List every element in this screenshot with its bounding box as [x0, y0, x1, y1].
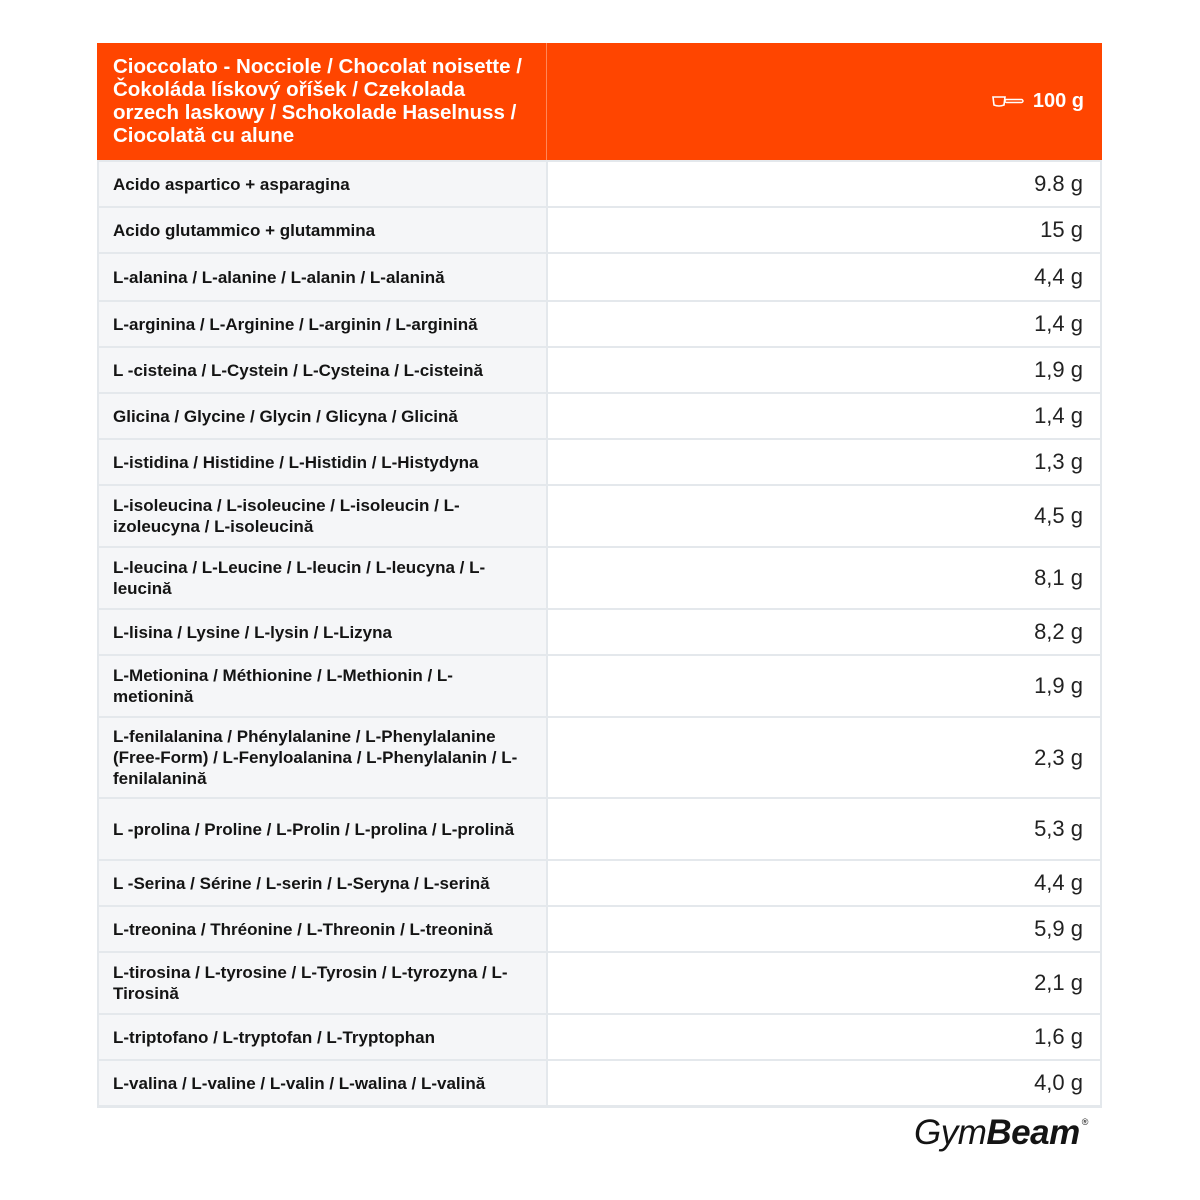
nutrient-name: L -cisteina / L-Cystein / L-Cysteina / L-cisteină: [99, 348, 548, 392]
logo-beam-text: Beam: [986, 1113, 1080, 1152]
nutrient-name: Acido aspartico + asparagina: [99, 162, 548, 206]
nutrient-value: 1,6 g: [548, 1015, 1100, 1059]
table-row: [97, 546, 1102, 608]
nutrient-name: L-istidina / Histidine / L-Histidin / L-Histydyna: [99, 440, 548, 484]
nutrient-value: 8,1 g: [548, 548, 1100, 608]
nutrient-value: 2,1 g: [548, 953, 1100, 1013]
nutrient-value: 4,0 g: [548, 1061, 1100, 1105]
table-row: [97, 484, 1102, 546]
nutrient-value: 1,9 g: [548, 348, 1100, 392]
nutrient-name: Acido glutammico + glutammina: [99, 208, 548, 252]
table-row: [97, 716, 1102, 797]
nutrient-name: L-fenilalanina / Phénylalanine / L-Phenylalanine (Free-Form) / L-Fenyloalanina / L-Phenylalanin / L-fenilalanină: [99, 718, 548, 797]
gymbeam-logo: [914, 1113, 1088, 1157]
amino-acid-table: [97, 43, 1102, 1108]
nutrient-value: 9.8 g: [548, 162, 1100, 206]
table-row: [97, 392, 1102, 438]
table-row: [97, 905, 1102, 951]
nutrient-value: 4,4 g: [548, 254, 1100, 300]
nutrient-name: L-lisina / Lysine / L-lysin / L-Lizyna: [99, 610, 548, 654]
nutrient-name: L-Metionina / Méthionine / L-Methionin / L-metionină: [99, 656, 548, 716]
table-row: [97, 160, 1102, 206]
nutrient-value: 5,9 g: [548, 907, 1100, 951]
table-row: [97, 654, 1102, 716]
serving-size-label: 100 g: [1032, 90, 1084, 112]
registered-mark: ®: [1081, 1117, 1088, 1127]
table-row: [97, 438, 1102, 484]
table-row: [97, 300, 1102, 346]
scoop-icon: [991, 91, 1025, 114]
nutrient-name: L-leucina / L-Leucine / L-leucin / L-leucyna / L-leucină: [99, 548, 548, 608]
nutrient-name: L-triptofano / L-tryptofan / L-Tryptophan: [99, 1015, 548, 1059]
nutrient-name: L-tirosina / L-tyrosine / L-Tyrosin / L-tyrozyna / L-Tirosină: [99, 953, 548, 1013]
product-flavor-title: Cioccolato - Nocciole / Chocolat noisette / Čokoláda lískový oříšek / Czekolada orzech laskowy / Schokolade Haselnuss / Ciocolată cu alune: [97, 43, 547, 160]
nutrient-value: 1,3 g: [548, 440, 1100, 484]
table-row: [97, 206, 1102, 252]
nutrient-name: Glicina / Glycine / Glycin / Glicyna / Glicină: [99, 394, 548, 438]
logo-gym-text: Gym: [914, 1113, 987, 1152]
nutrient-name: L -prolina / Proline / L-Prolin / L-prolina / L-prolină: [99, 799, 548, 859]
table-row: [97, 252, 1102, 300]
table-header: [97, 43, 1102, 160]
nutrient-value: 15 g: [548, 208, 1100, 252]
nutrient-value: 1,4 g: [548, 302, 1100, 346]
nutrient-name: L-arginina / L-Arginine / L-arginin / L-arginină: [99, 302, 548, 346]
nutrient-value: 1,9 g: [548, 656, 1100, 716]
table-row: [97, 797, 1102, 859]
nutrient-name: L -Serina / Sérine / L-serin / L-Seryna / L-serină: [99, 861, 548, 905]
table-row: [97, 608, 1102, 654]
table-row: [97, 859, 1102, 905]
table-row: [97, 951, 1102, 1013]
nutrient-name: L-alanina / L-alanine / L-alanin / L-alanină: [99, 254, 548, 300]
table-row: [97, 1013, 1102, 1059]
nutrient-value: 4,4 g: [548, 861, 1100, 905]
nutrient-value: 5,3 g: [548, 799, 1100, 859]
nutrient-name: L-treonina / Thréonine / L-Threonin / L-treonină: [99, 907, 548, 951]
nutrient-value: 4,5 g: [548, 486, 1100, 546]
table-row: [97, 346, 1102, 392]
table-row: [97, 1059, 1102, 1105]
nutrient-value: 1,4 g: [548, 394, 1100, 438]
nutrient-value: 2,3 g: [548, 718, 1100, 797]
serving-size-header: [547, 43, 1102, 160]
nutrient-name: L-isoleucina / L-isoleucine / L-isoleucin / L-izoleucyna / L-isoleucină: [99, 486, 548, 546]
nutrient-value: 8,2 g: [548, 610, 1100, 654]
nutrient-name: L-valina / L-valine / L-valin / L-walina / L-valină: [99, 1061, 548, 1105]
